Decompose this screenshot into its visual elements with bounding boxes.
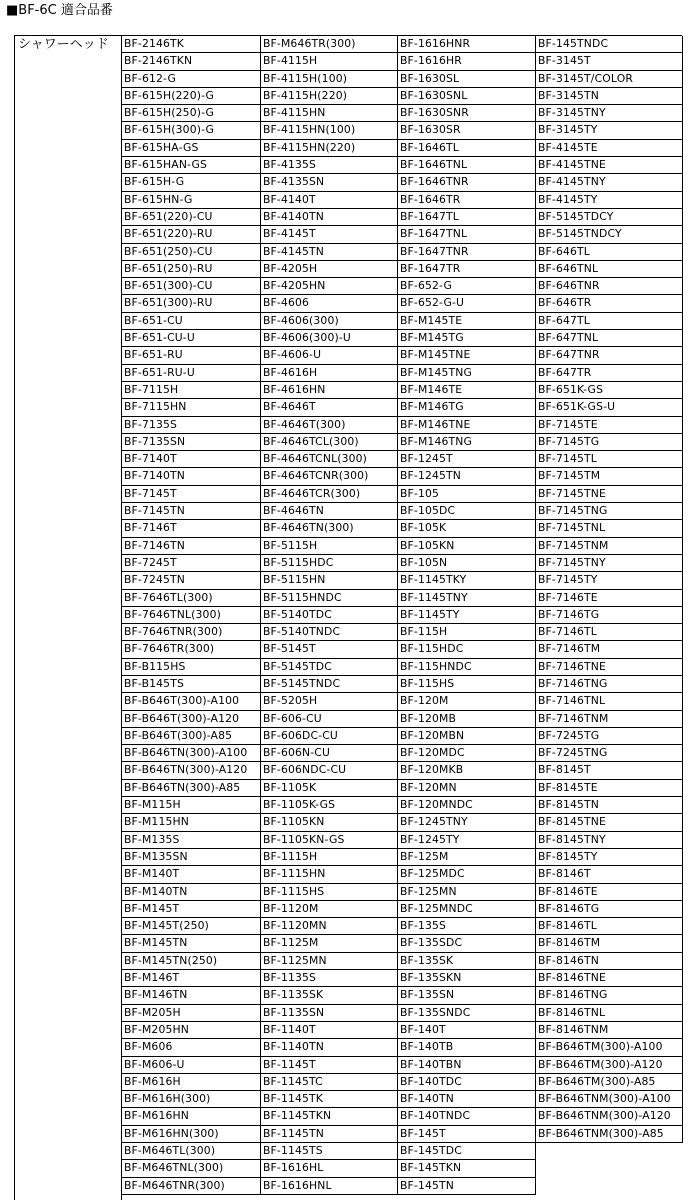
model-cell: BF-M135S	[122, 832, 261, 849]
model-cell: BF-8145TY	[536, 849, 683, 866]
model-cell: BF-606NDC-CU	[261, 762, 398, 779]
model-cell: BF-647TNR	[536, 347, 683, 364]
model-cell: BF-8146TM	[536, 935, 683, 952]
model-cell: BF-7146TG	[536, 607, 683, 624]
model-cell: BF-B646T(300)-A85	[122, 728, 261, 745]
model-cell: BF-5115HNDC	[261, 590, 398, 607]
model-cell: BF-7145T	[122, 486, 261, 503]
model-cell: BF-1616HNL	[261, 1178, 398, 1195]
model-cell: BF-615H(300)-G	[122, 122, 261, 139]
model-cell: BF-651(250)-CU	[122, 244, 261, 261]
model-cell: BF-4205HN	[261, 278, 398, 295]
model-cell: BF-651-RU	[122, 347, 261, 364]
model-cell: BF-M646TNR(300)	[122, 1178, 261, 1195]
model-cell: BF-B115HS	[122, 659, 261, 676]
model-cell: BF-135SDC	[398, 935, 536, 952]
model-cell: BF-1145TC	[261, 1074, 398, 1091]
model-cell: BF-651-RU-U	[122, 365, 261, 382]
model-cell: BF-140TB	[398, 1039, 536, 1056]
model-cell: BF-8145TNE	[536, 814, 683, 831]
model-cell: BF-M145TN(250)	[122, 953, 261, 970]
model-cell: BF-7245T	[122, 555, 261, 572]
model-cell: BF-8146TN	[536, 953, 683, 970]
model-cell: BF-M146TNG	[398, 434, 536, 451]
model-cell: BF-646TL	[536, 244, 683, 261]
model-cell: BF-4145TN	[261, 244, 398, 261]
model-cell: BF-2146TK	[122, 36, 261, 53]
model-cell: BF-7135SN	[122, 434, 261, 451]
model-cell: BF-5205H	[261, 693, 398, 710]
page-title: ■BF-6C 適合品番	[6, 3, 113, 18]
model-cell: BF-3145T/COLOR	[536, 71, 683, 88]
model-cell: BF-M115H	[122, 797, 261, 814]
model-cell: BF-3145T	[536, 53, 683, 70]
model-cell: BF-4606(300)	[261, 313, 398, 330]
model-cell: BF-7146TL	[536, 624, 683, 641]
model-cell: BF-135S	[398, 918, 536, 935]
model-cell: BF-1646TR	[398, 192, 536, 209]
model-cell: BF-5115HDC	[261, 555, 398, 572]
model-cell: BF-5145TNDCY	[536, 226, 683, 243]
model-cell: BF-7145TM	[536, 468, 683, 485]
model-cell: BF-1140TN	[261, 1039, 398, 1056]
model-cell: BF-1630SR	[398, 122, 536, 139]
model-cell: BF-1140T	[261, 1022, 398, 1039]
model-cell: BF-4205H	[261, 261, 398, 278]
model-cell: BF-120MKB	[398, 762, 536, 779]
model-cell: BF-5140TDC	[261, 607, 398, 624]
model-cell: BF-651(220)-RU	[122, 226, 261, 243]
model-cell: BF-140TBN	[398, 1057, 536, 1074]
model-cell: BF-7146T	[122, 520, 261, 537]
model-cell: BF-8146TNM	[536, 1022, 683, 1039]
model-cell: BF-M145TE	[398, 313, 536, 330]
model-cell: BF-7245TNG	[536, 745, 683, 762]
model-cell: BF-1630SNR	[398, 105, 536, 122]
model-cell: BF-5115HN	[261, 572, 398, 589]
compatible-models-table	[14, 35, 682, 1200]
model-cell: BF-135SKN	[398, 970, 536, 987]
model-cell: BF-7145TNE	[536, 486, 683, 503]
model-cell: BF-M135SN	[122, 849, 261, 866]
model-cell: BF-M145TG	[398, 330, 536, 347]
model-cell: BF-125MN	[398, 884, 536, 901]
model-cell: BF-1646TNL	[398, 157, 536, 174]
model-cell: BF-1616HL	[261, 1160, 398, 1177]
model-cell: BF-615H(220)-G	[122, 88, 261, 105]
model-cell: BF-606N-CU	[261, 745, 398, 762]
model-cell: BF-647TL	[536, 313, 683, 330]
model-cell: BF-4115HN(100)	[261, 122, 398, 139]
model-cell: BF-1145TS	[261, 1143, 398, 1160]
model-cell: BF-7146TE	[536, 590, 683, 607]
model-cell: BF-4646TCL(300)	[261, 434, 398, 451]
model-cell: BF-1115HS	[261, 884, 398, 901]
model-cell: BF-7145TNM	[536, 538, 683, 555]
model-cell: BF-8145TN	[536, 797, 683, 814]
model-cell: BF-4646TCNR(300)	[261, 468, 398, 485]
model-cell: BF-4115H	[261, 53, 398, 70]
model-cell: BF-5145TDCY	[536, 209, 683, 226]
model-cell: BF-4115H(220)	[261, 88, 398, 105]
model-cell: BF-145TDC	[398, 1143, 536, 1160]
model-cell: BF-B646TNM(300)-A100	[536, 1091, 683, 1108]
model-cell: BF-7245TG	[536, 728, 683, 745]
model-cell: BF-B646TM(300)-A85	[536, 1074, 683, 1091]
model-cell: BF-7646TNL(300)	[122, 607, 261, 624]
model-cell: BF-615H-G	[122, 174, 261, 191]
model-cell: BF-1647TR	[398, 261, 536, 278]
model-cell: BF-M146TN	[122, 987, 261, 1004]
model-cell: BF-1105K	[261, 780, 398, 797]
model-cell: BF-M646TNL(300)	[122, 1160, 261, 1177]
model-cell: BF-651(300)-RU	[122, 295, 261, 312]
model-cell: BF-8145T	[536, 762, 683, 779]
model-cell: BF-4646T(300)	[261, 417, 398, 434]
model-cell: BF-1125MN	[261, 953, 398, 970]
model-cell: BF-606-CU	[261, 711, 398, 728]
model-cell: BF-651(250)-RU	[122, 261, 261, 278]
model-cell: BF-M205HN	[122, 1022, 261, 1039]
model-cell: BF-4616HN	[261, 382, 398, 399]
model-cell: BF-7646TNR(300)	[122, 624, 261, 641]
model-cell: BF-3145TN	[536, 88, 683, 105]
model-cell: BF-8146TNG	[536, 987, 683, 1004]
model-cell: BF-8146TL	[536, 918, 683, 935]
model-cell: BF-1120MN	[261, 918, 398, 935]
model-cell: BF-2146TKN	[122, 53, 261, 70]
model-cell: BF-5145T	[261, 641, 398, 658]
model-cell: BF-7145TE	[536, 417, 683, 434]
model-cell: BF-5115H	[261, 538, 398, 555]
model-cell: BF-M145T	[122, 901, 261, 918]
model-cell: BF-M115HN	[122, 814, 261, 831]
model-cell: BF-1647TNR	[398, 244, 536, 261]
model-cell: BF-105N	[398, 555, 536, 572]
model-cell: BF-8145TNY	[536, 832, 683, 849]
model-cell: BF-7146TM	[536, 641, 683, 658]
model-cell: BF-M205H	[122, 1005, 261, 1022]
model-cell: BF-1616HR	[398, 53, 536, 70]
model-cell: BF-8146TG	[536, 901, 683, 918]
model-cell: BF-M145TNE	[398, 347, 536, 364]
model-cell: BF-120M	[398, 693, 536, 710]
model-column-1	[122, 36, 261, 1195]
model-cell: BF-M145T(250)	[122, 918, 261, 935]
model-cell: BF-115HDC	[398, 641, 536, 658]
model-cell: BF-4646TN(300)	[261, 520, 398, 537]
model-column-4	[536, 36, 683, 1143]
model-cell: BF-3145TY	[536, 122, 683, 139]
model-cell: BF-8145TE	[536, 780, 683, 797]
model-cell: BF-B646TNM(300)-A120	[536, 1108, 683, 1125]
model-cell: BF-652-G-U	[398, 295, 536, 312]
model-cell: BF-646TR	[536, 295, 683, 312]
model-cell: BF-1245T	[398, 451, 536, 468]
model-cell: BF-7135S	[122, 417, 261, 434]
model-cell: BF-646TNL	[536, 261, 683, 278]
model-cell: BF-647TR	[536, 365, 683, 382]
model-cell: BF-B646TN(300)-A120	[122, 762, 261, 779]
model-cell: BF-1135SK	[261, 987, 398, 1004]
model-cell: BF-B646TN(300)-A100	[122, 745, 261, 762]
model-cell: BF-1125M	[261, 935, 398, 952]
model-cell: BF-652-G	[398, 278, 536, 295]
model-cell: BF-651-CU-U	[122, 330, 261, 347]
model-cell: BF-8146TE	[536, 884, 683, 901]
model-cell: BF-140TNDC	[398, 1108, 536, 1125]
model-cell: BF-145TKN	[398, 1160, 536, 1177]
model-cell: BF-125MNDC	[398, 901, 536, 918]
model-cell: BF-7145TY	[536, 572, 683, 589]
model-cell: BF-7646TL(300)	[122, 590, 261, 607]
model-cell: BF-7146TNG	[536, 676, 683, 693]
model-cell: BF-7140T	[122, 451, 261, 468]
model-cell: BF-105K	[398, 520, 536, 537]
model-cell: BF-M146TE	[398, 382, 536, 399]
model-cell: BF-M616H(300)	[122, 1091, 261, 1108]
model-cell: BF-615HN-G	[122, 192, 261, 209]
model-cell: BF-1145TNY	[398, 590, 536, 607]
model-cell: BF-4145TNE	[536, 157, 683, 174]
model-cell: BF-1145T	[261, 1057, 398, 1074]
model-cell: BF-M606	[122, 1039, 261, 1056]
model-cell: BF-M145TN	[122, 935, 261, 952]
model-cell: BF-120MDC	[398, 745, 536, 762]
model-cell: BF-B646T(300)-A120	[122, 711, 261, 728]
model-cell: BF-4145T	[261, 226, 398, 243]
model-cell: BF-7115H	[122, 382, 261, 399]
model-cell: BF-651(220)-CU	[122, 209, 261, 226]
model-cell: BF-135SK	[398, 953, 536, 970]
model-cell: BF-105KN	[398, 538, 536, 555]
model-cell: BF-4135S	[261, 157, 398, 174]
model-cell: BF-1245TNY	[398, 814, 536, 831]
model-cell: BF-4646T	[261, 399, 398, 416]
model-cell: BF-4646TN	[261, 503, 398, 520]
model-cell: BF-4606(300)-U	[261, 330, 398, 347]
model-cell: BF-1105KN-GS	[261, 832, 398, 849]
model-cell: BF-651(300)-CU	[122, 278, 261, 295]
model-cell: BF-646TNR	[536, 278, 683, 295]
model-cell: BF-B646TN(300)-A85	[122, 780, 261, 797]
model-cell: BF-145T	[398, 1126, 536, 1143]
model-cell: BF-8146TNL	[536, 1005, 683, 1022]
model-cell: BF-7245TN	[122, 572, 261, 589]
model-cell: BF-105	[398, 486, 536, 503]
model-cell: BF-M646TR(300)	[261, 36, 398, 53]
model-cell: BF-4115HN	[261, 105, 398, 122]
model-cell: BF-M146T	[122, 970, 261, 987]
model-cell: BF-M140TN	[122, 884, 261, 901]
model-cell: BF-5145TNDC	[261, 676, 398, 693]
model-cell: BF-125MDC	[398, 866, 536, 883]
model-cell: BF-120MB	[398, 711, 536, 728]
model-cell: BF-651K-GS-U	[536, 399, 683, 416]
model-cell: BF-7145TG	[536, 434, 683, 451]
model-cell: BF-1145TK	[261, 1091, 398, 1108]
model-cell: BF-4115HN(220)	[261, 140, 398, 157]
model-cell: BF-B145TS	[122, 676, 261, 693]
model-cell: BF-647TNL	[536, 330, 683, 347]
model-cell: BF-7145TNY	[536, 555, 683, 572]
model-cell: BF-1245TN	[398, 468, 536, 485]
model-cell: BF-7140TN	[122, 468, 261, 485]
model-cell: BF-1646TL	[398, 140, 536, 157]
model-cell: BF-B646T(300)-A100	[122, 693, 261, 710]
model-cell: BF-1115HN	[261, 866, 398, 883]
model-cell: BF-B646TM(300)-A100	[536, 1039, 683, 1056]
model-cell: BF-7145TL	[536, 451, 683, 468]
model-cell: BF-1647TL	[398, 209, 536, 226]
model-cell: BF-4140T	[261, 192, 398, 209]
model-cell: BF-7145TN	[122, 503, 261, 520]
model-cell: BF-1647TNL	[398, 226, 536, 243]
model-cell: BF-1105K-GS	[261, 797, 398, 814]
model-cell: BF-4145TY	[536, 192, 683, 209]
model-cell: BF-1135S	[261, 970, 398, 987]
model-cell: BF-7115HN	[122, 399, 261, 416]
model-cell: BF-115HS	[398, 676, 536, 693]
model-cell: BF-1646TNR	[398, 174, 536, 191]
model-cell: BF-140TDC	[398, 1074, 536, 1091]
model-cell: BF-1120M	[261, 901, 398, 918]
model-cell: BF-4135SN	[261, 174, 398, 191]
model-cell: BF-4606	[261, 295, 398, 312]
model-cell: BF-606DC-CU	[261, 728, 398, 745]
model-cell: BF-612-G	[122, 71, 261, 88]
category-cell: シャワーヘッド	[15, 36, 122, 1200]
model-cell: BF-115HNDC	[398, 659, 536, 676]
model-cell: BF-7146TN	[122, 538, 261, 555]
model-cell: BF-1145TKN	[261, 1108, 398, 1125]
model-cell: BF-M616H	[122, 1074, 261, 1091]
model-cell: BF-615HAN-GS	[122, 157, 261, 174]
model-cell: BF-5145TDC	[261, 659, 398, 676]
model-cell: BF-7145TNG	[536, 503, 683, 520]
model-cell: BF-615HA-GS	[122, 140, 261, 157]
model-cell: BF-115H	[398, 624, 536, 641]
model-cell: BF-M606-U	[122, 1057, 261, 1074]
model-cell: BF-1145TN	[261, 1126, 398, 1143]
model-cell: BF-7146TNL	[536, 693, 683, 710]
model-cell: BF-145TNDC	[536, 36, 683, 53]
model-cell: BF-B646TNM(300)-A85	[536, 1126, 683, 1143]
model-cell: BF-140T	[398, 1022, 536, 1039]
model-cell: BF-145TN	[398, 1178, 536, 1195]
model-cell: BF-7145TNL	[536, 520, 683, 537]
model-column-3	[398, 36, 536, 1195]
model-cell: BF-1630SNL	[398, 88, 536, 105]
model-cell: BF-8146T	[536, 866, 683, 883]
model-cell: BF-4646TCR(300)	[261, 486, 398, 503]
model-cell: BF-1616HNR	[398, 36, 536, 53]
model-cell: BF-125M	[398, 849, 536, 866]
model-cell: BF-4145TNY	[536, 174, 683, 191]
model-cell: BF-M146TG	[398, 399, 536, 416]
model-cell: BF-120MN	[398, 780, 536, 797]
model-cell: BF-5140TNDC	[261, 624, 398, 641]
model-cell: BF-4140TN	[261, 209, 398, 226]
model-cell: BF-120MNDC	[398, 797, 536, 814]
model-cell: BF-4646TCNL(300)	[261, 451, 398, 468]
model-column-2	[261, 36, 398, 1195]
model-cell: BF-1245TY	[398, 832, 536, 849]
model-cell: BF-B646TM(300)-A120	[536, 1057, 683, 1074]
model-cell: BF-1105KN	[261, 814, 398, 831]
model-cell: BF-7146TNE	[536, 659, 683, 676]
model-cell: BF-615H(250)-G	[122, 105, 261, 122]
model-cell: BF-4145TE	[536, 140, 683, 157]
model-cell: BF-1135SN	[261, 1005, 398, 1022]
model-cell: BF-4115H(100)	[261, 71, 398, 88]
model-cell: BF-M140T	[122, 866, 261, 883]
model-cell: BF-651K-GS	[536, 382, 683, 399]
model-cell: BF-7646TR(300)	[122, 641, 261, 658]
model-cell: BF-4616H	[261, 365, 398, 382]
model-cell: BF-3145TNY	[536, 105, 683, 122]
model-cell: BF-M616HN(300)	[122, 1126, 261, 1143]
model-cell: BF-M145TNG	[398, 365, 536, 382]
model-cell: BF-M146TNE	[398, 417, 536, 434]
model-cell: BF-7146TNM	[536, 711, 683, 728]
model-cell: BF-120MBN	[398, 728, 536, 745]
model-cell: BF-140TN	[398, 1091, 536, 1108]
model-cell: BF-1630SL	[398, 71, 536, 88]
model-cell: BF-135SNDC	[398, 1005, 536, 1022]
model-cell: BF-1145TKY	[398, 572, 536, 589]
model-cell: BF-105DC	[398, 503, 536, 520]
model-cell: BF-8146TNE	[536, 970, 683, 987]
model-cell: BF-4606-U	[261, 347, 398, 364]
model-cell: BF-651-CU	[122, 313, 261, 330]
model-cell: BF-1145TY	[398, 607, 536, 624]
model-cell: BF-M616HN	[122, 1108, 261, 1125]
model-cell: BF-135SN	[398, 987, 536, 1004]
model-cell: BF-M646TL(300)	[122, 1143, 261, 1160]
model-cell: BF-1115H	[261, 849, 398, 866]
